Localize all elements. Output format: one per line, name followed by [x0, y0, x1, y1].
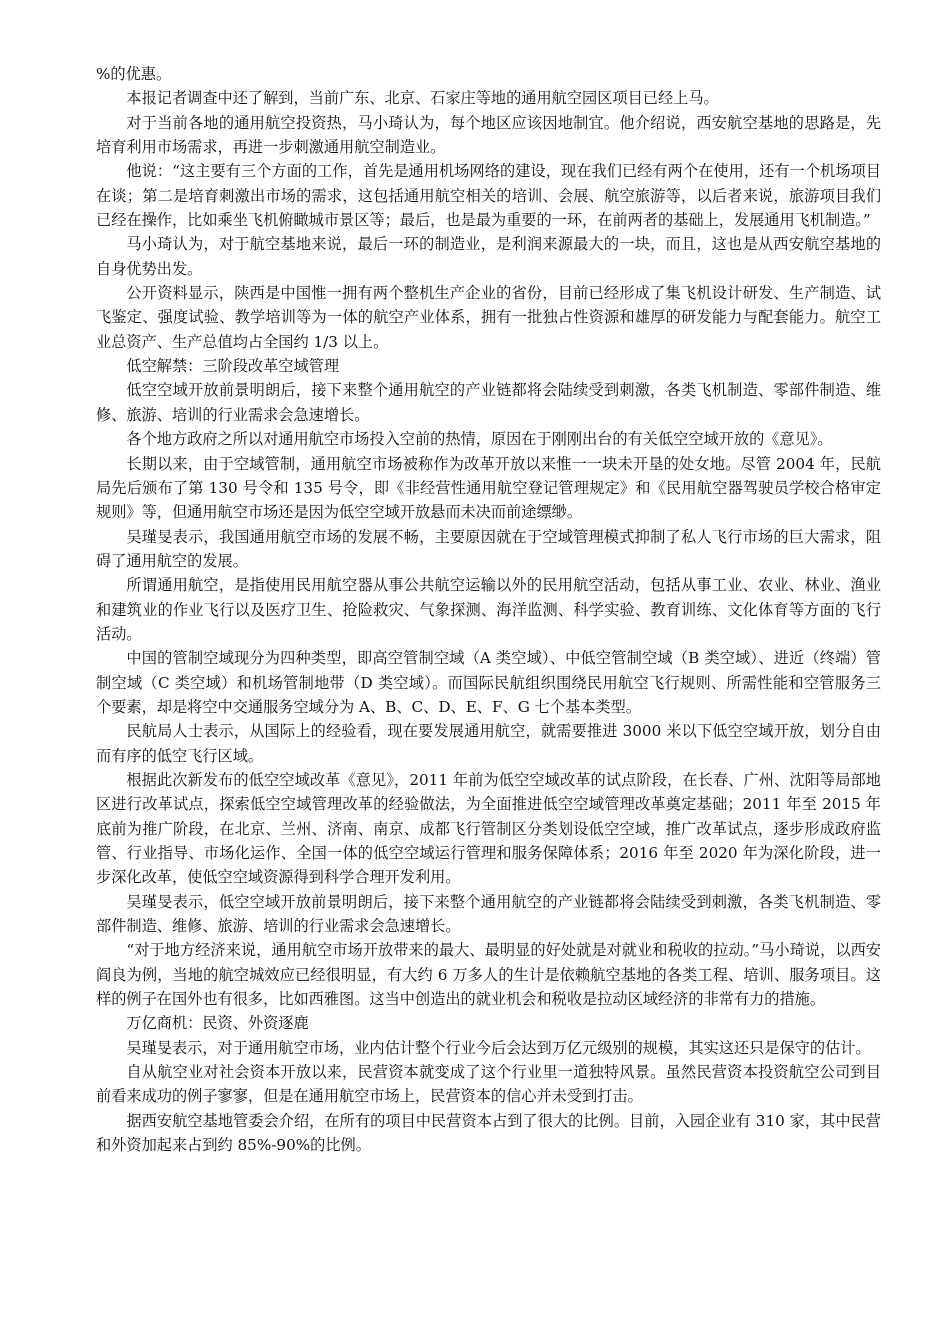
- paragraph-continuation: %的优惠。: [96, 65, 172, 83]
- paragraph: 吴瑾旻表示，我国通用航空市场的发展不畅，主要原因就在于空域管理模式抑制了私人飞行市场的巨大需求，阻碍了通用航空的发展。: [96, 527, 881, 570]
- paragraph: 自从航空业对社会资本开放以来，民营资本就变成了这个行业里一道独特风景。虽然民营资本投资航空公司到目前看来成功的例子寥寥，但是在通用航空市场上，民营资本的信心并未受到打击。: [96, 1063, 881, 1106]
- paragraph: 吴瑾旻表示，对于通用航空市场，业内估计整个行业今后会达到万亿元级别的规模，其实这还只是保守的估计。: [126, 1038, 871, 1057]
- paragraph: 民航局人士表示，从国际上的经验看，现在要发展通用航空，就需要推进 3000 米以下低空空域开放，划分自由而有序的低空飞行区域。: [96, 722, 881, 765]
- paragraph: 据西安航空基地管委会介绍，在所有的项目中民营资本占到了很大的比例。目前，入园企业有 310 家，其中民营和外资加起来占到约 85%-90%的比例。: [96, 1111, 881, 1155]
- paragraph: 马小琦认为，对于航空基地来说，最后一环的制造业，是利润来源最大的一块，而且，这也是从西安航空基地的自身优势出发。: [96, 235, 881, 278]
- paragraph: 长期以来，由于空域管制，通用航空市场被称作为改革开放以来惟一一块未开垦的处女地。尽管 2004 年，民航局先后颁布了第 130 号令和 135 号令，即《非经营性通用航空登记管理规定》和《民用航空器驾驶员学校合格审定规则》等，但通用航空市场还是因为低空空域开放悬而未决而前途缥缈。: [96, 454, 881, 522]
- paragraph: “对于地方经济来说，通用航空市场开放带来的最大、最明显的好处就是对就业和税收的拉动。”马小琦说，以西安阎良为例，当地的航空城效应已经很明显，有大约 6 万多人的生计是依赖航空基地的各类工程、培训、服务项目。这样的例子在国外也有很多，比如西雅图。这当中创造出的就业机会和税收是拉动区域经济的非常有力的措施。: [96, 941, 881, 1009]
- paragraph: 所谓通用航空，是指使用民用航空器从事公共航空运输以外的民用航空活动，包括从事工业、农业、林业、渔业和建筑业的作业飞行以及医疗卫生、抢险救灾、气象探测、海洋监测、科学实验、教育训练、文化体育等方面的飞行活动。: [96, 576, 881, 643]
- paragraph: 他说：“这主要有三个方面的工作，首先是通用机场网络的建设，现在我们已经有两个在使用，还有一个机场项目在谈；第二是培育刺激出市场的需求，这包括通用航空相关的培训、会展、航空旅游等，以后者来说，旅游项目我们已经在操作，比如乘坐飞机俯瞰城市景区等；最后，也是最为重要的一环，在前两者的基础上，发展通用飞机制造。”: [96, 162, 881, 230]
- paragraph: 各个地方政府之所以对通用航空市场投入空前的热情，原因在于刚刚出台的有关低空空域开放的《意见》。: [126, 430, 833, 449]
- article-body: [96, 62, 881, 1157]
- paragraph: 公开资料显示，陕西是中国惟一拥有两个整机生产企业的省份，目前已经形成了集飞机设计研发、生产制造、试飞鉴定、强度试验、教学培训等为一体的航空产业体系，拥有一批独占性资源和雄厚的研发能力与配套能力。航空工业总资产、生产总值均占全国约 1/3 以上。: [96, 284, 881, 351]
- paragraph: 本报记者调查中还了解到，当前广东、北京、石家庄等地的通用航空园区项目已经上马。: [126, 89, 719, 108]
- section-heading: 万亿商机：民资、外资逐鹿: [126, 1014, 309, 1033]
- paragraph: 对于当前各地的通用航空投资热，马小琦认为，每个地区应该因地制宜。他介绍说，西安航空基地的思路是，先培育利用市场需求，再进一步刺激通用航空制造业。: [96, 113, 881, 157]
- paragraph: 根据此次新发布的低空空域改革《意见》，2011 年前为低空空域改革的试点阶段，在长春、广州、沈阳等局部地区进行改革试点，探索低空空域管理改革的经验做法，为全面推进低空空域管理改革奠定基础；2011 年至 2015 年底前为推广阶段，在北京、兰州、济南、南京、成都飞行管制区分类划设低空空域，推广改革试点，逐步形成政府监管、行业指导、市场化运作、全国一体的低空空域运行管理和服务保障体系；2016 年至 2020 年为深化阶段，进一步深化改革，使低空空域资源得到科学合理开发利用。: [96, 770, 881, 887]
- section-heading: 低空解禁：三阶段改革空域管理: [126, 357, 340, 376]
- paragraph: 吴瑾旻表示，低空空域开放前景明朗后，接下来整个通用航空的产业链都将会陆续受到刺激，各类飞机制造、零部件制造、维修、旅游、培训的行业需求会急速增长。: [96, 892, 881, 936]
- paragraph: 中国的管制空域现分为四种类型，即高空管制空域（A 类空域）、中低空管制空域（B 类空域）、进近（终端）管制空域（C 类空域）和机场管制地带（D 类空域）。而国际民航组织围绕民用航空飞行规则、所需性能和空管服务三个要素，却是将空中交通服务空域分为 A、B、C、D、E、F、G 七个基本类型。: [96, 649, 881, 716]
- paragraph: 低空空域开放前景明朗后，接下来整个通用航空的产业链都将会陆续受到刺激，各类飞机制造、零部件制造、维修、旅游、培训的行业需求会急速增长。: [96, 381, 881, 424]
